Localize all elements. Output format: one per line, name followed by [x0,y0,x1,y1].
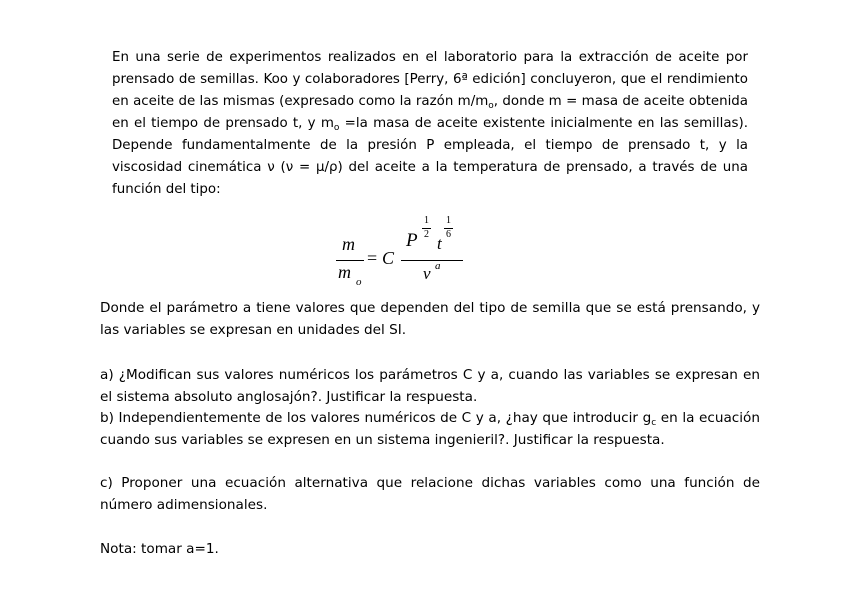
formula-lhs-fraction-bar [336,260,364,261]
formula-lhs-denominator-subscript: o [356,276,362,288]
formula-rhs-fraction-bar [401,260,463,261]
question-b-text-1: b) Independientemente de los valores numéricos de C y a, ¿hay que introducir g [100,410,652,426]
question-c: c) Proponer una ecuación alternativa que relacione dichas variables como una función de número adimensionales. [100,475,760,513]
yield-formula [300,212,480,292]
formula-time-exp-num: 1 [446,215,451,226]
formula-time-exp-den: 6 [446,229,451,240]
note: Nota: tomar a=1. [100,541,219,557]
formula-time: t [437,234,442,253]
parameter-description: Donde el parámetro a tiene valores que dependen del tipo de semilla que se está prensando, y las variables se expresan en unidades del SI. [100,300,760,338]
intro-subscript-2: o [333,123,340,133]
intro-text-3: =la masa de aceite existente inicialmente en las semillas). Depende fundamentalmente de la presión P empleada, el tiempo de prensado t, y la viscosidad cinemática ν (ν = μ/ρ) del aceite a la temperatura de prensado, a través de una función del tipo: [112,116,748,197]
intro-subscript-1: o [488,101,494,111]
formula-lhs-denominator: m [338,262,351,282]
formula-lhs-numerator: m [342,234,355,254]
formula-equals: = [367,248,378,268]
problem-statement [112,47,748,201]
question-b [100,407,760,451]
formula-constant: C [382,248,395,268]
formula-pressure: P [406,230,418,251]
formula-viscosity-exp: a [435,260,441,272]
question-b-subscript: c [651,418,657,428]
formula-viscosity: ν [423,264,431,283]
formula-pressure-exp-den: 2 [424,229,429,240]
question-b-text-2: en la ecuación cuando sus variables se expresen en un sistema ingenieril?. Justificar la respuesta. [100,410,760,448]
intro-text-2: , donde m = masa de aceite obtenida en el tiempo de prensado t, y m [112,94,748,131]
intro-text-1: En una serie de experimentos realizados en el laboratorio para la extracción de aceite por prensado de semillas. Koo y colaboradores [Perry, 6ª edición] concluyeron, que el rendimiento en aceite de las mismas (expresado como la razón m/m [112,50,748,109]
formula-pressure-exp-num: 1 [424,215,429,226]
question-a: a) ¿Modifican sus valores numéricos los parámetros C y a, cuando las variables se expresan en el sistema absoluto anglosajón?. Justificar la respuesta. [100,367,760,405]
